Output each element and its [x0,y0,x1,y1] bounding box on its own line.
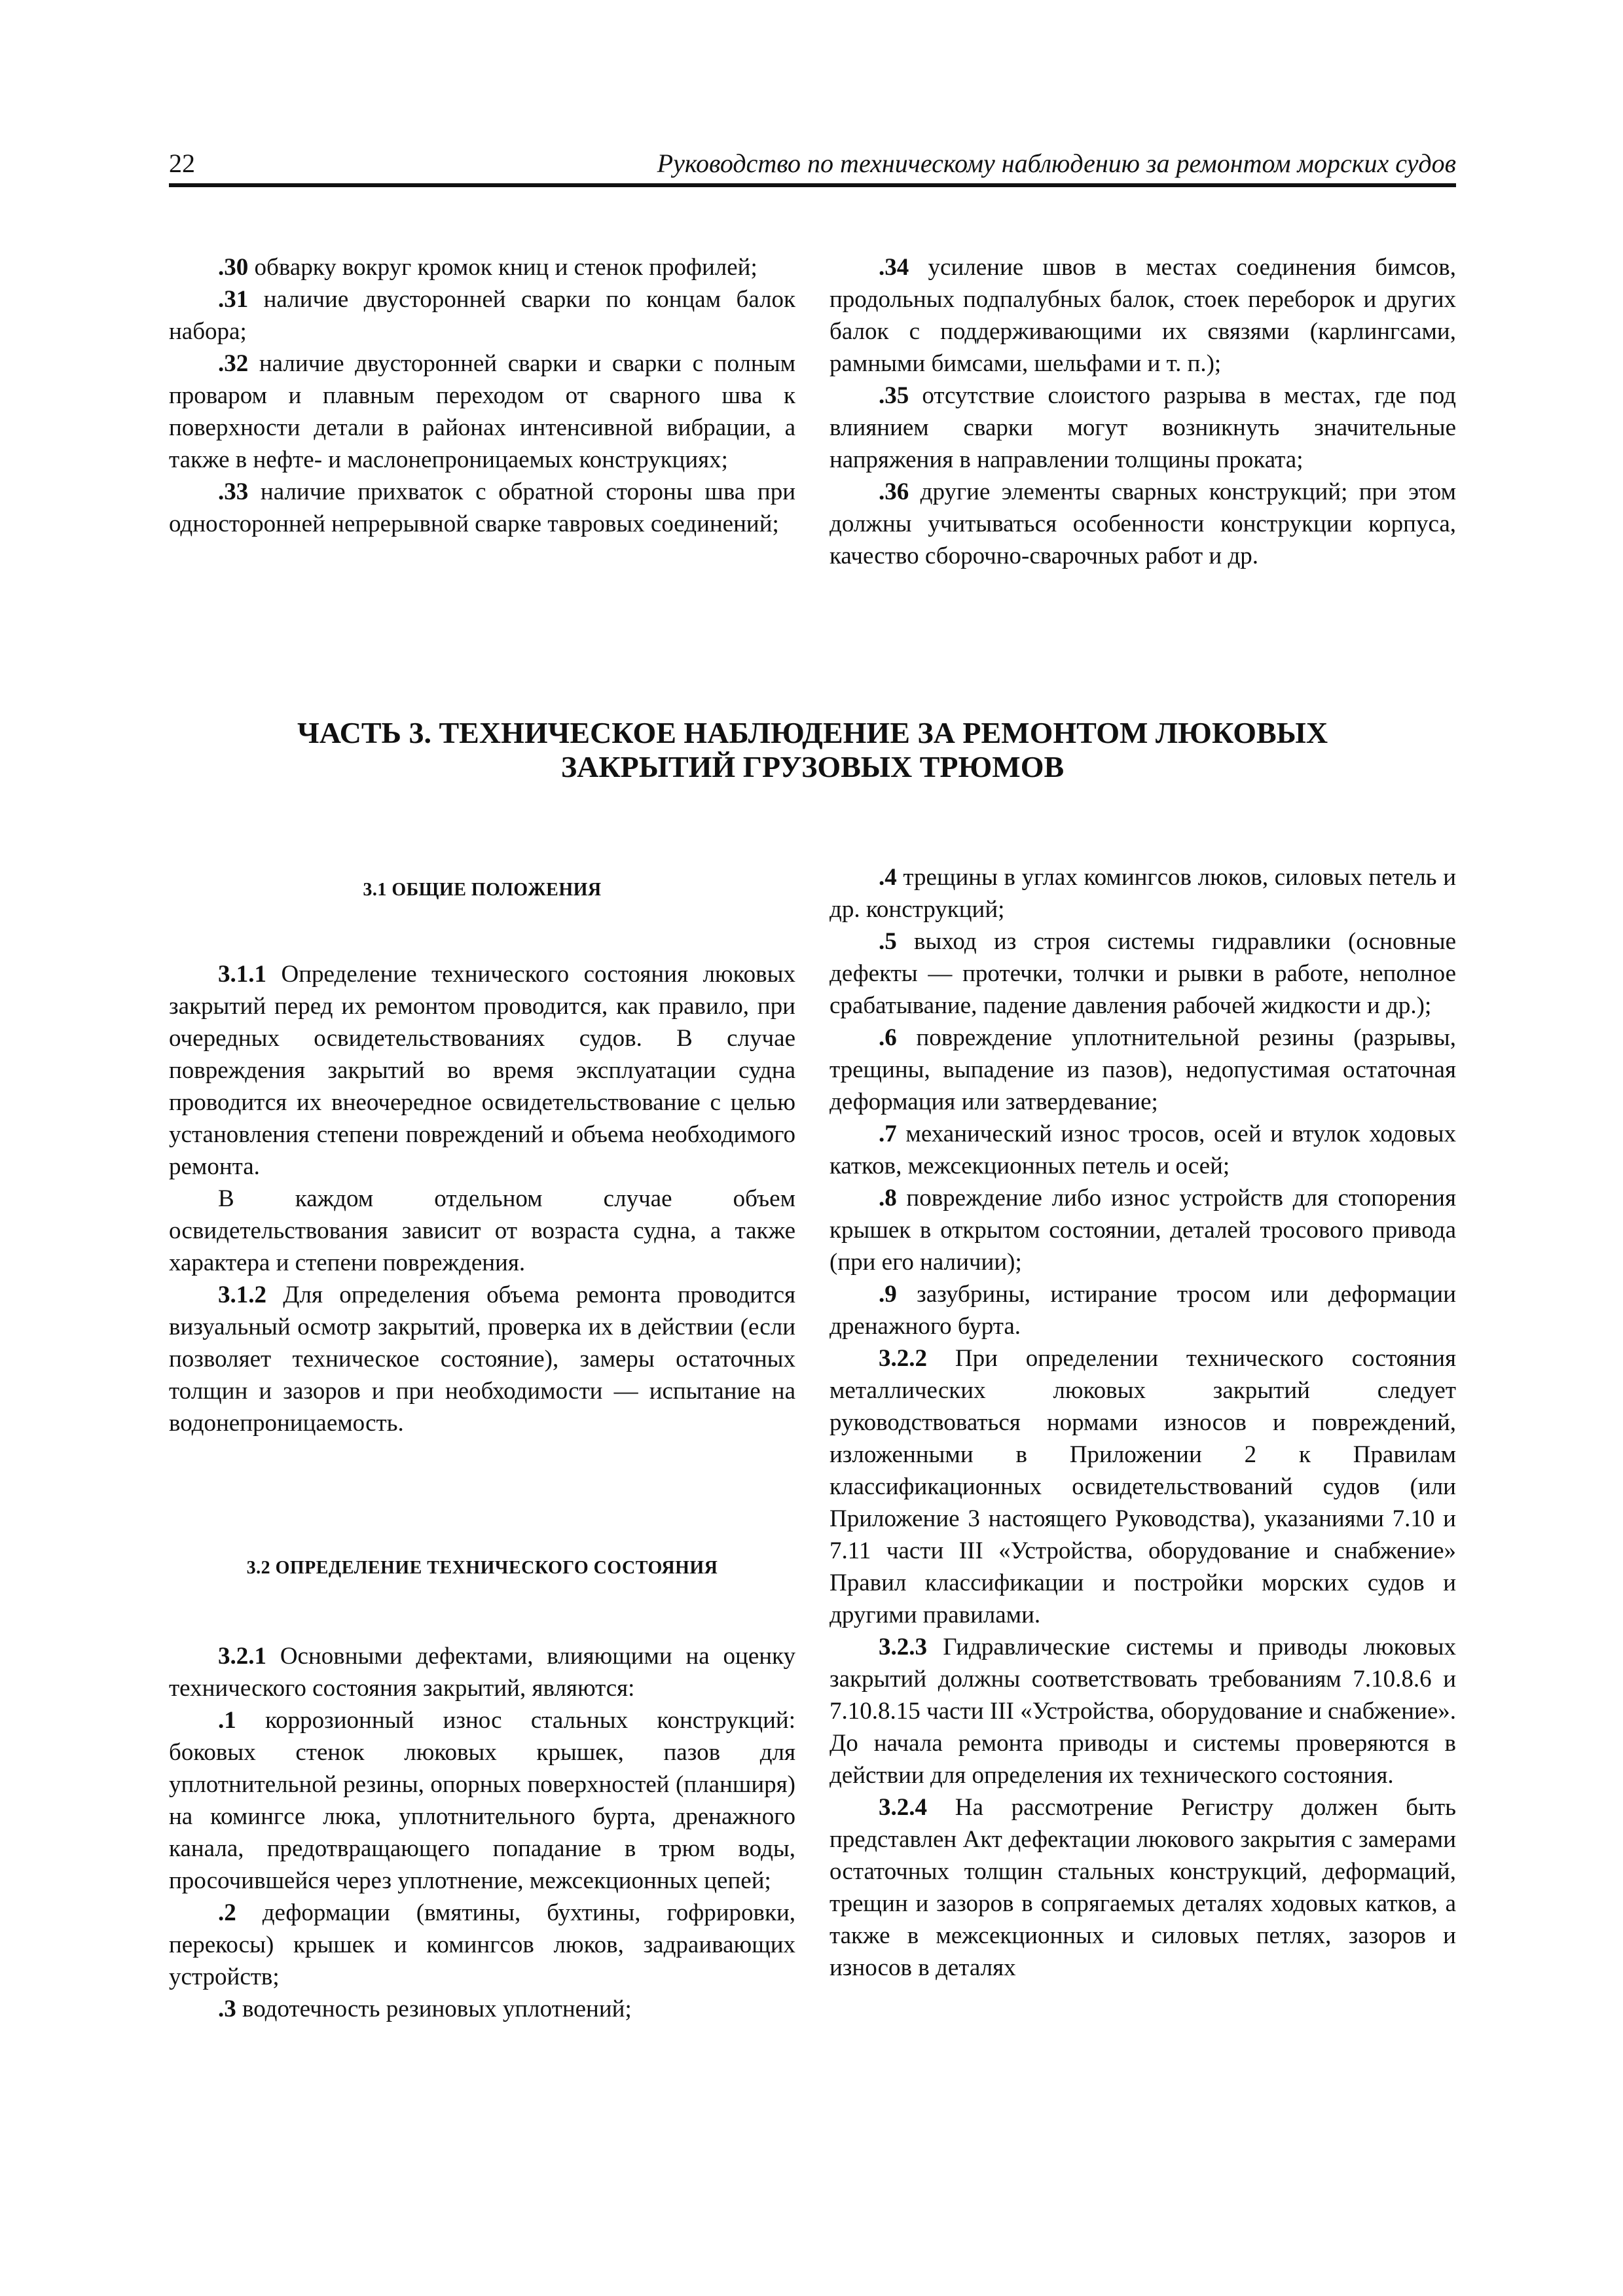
list-item: .34 усиление швов в местах соединения бимсов, продольных подпалубных балок, стоек переборок и других балок с поддерживающими их связями (карлингсами, рамными бимсами, шельфами и т. п.); [830,254,1456,377]
right-column-lower [830,861,1456,1984]
running-title: Руководство по техническому наблюдению за ремонтом морских судов [657,149,1456,178]
paragraph: 3.2.1 Основными дефектами, влияющими на оценку технического состояния закрытий, являются: [169,1643,796,1702]
list-item: .30 обварку вокруг кромок книц и стенок профилей; [218,254,757,281]
list-item: .32 наличие двусторонней сварки и сварки с полным проваром и плавным переходом от сварного шва к поверхности детали в районах интенсивной вибрации, а также в нефте- и маслонепроницаемых конструкциях; [169,350,795,473]
list-item: .33 наличие прихваток с обратной стороны шва при односторонней непрерывной сварке тавровых соединений; [169,478,795,537]
top-right-column [830,251,1456,572]
list-item: .9 зазубрины, истирание тросом или деформации дренажного бурта. [830,1281,1457,1340]
left-column-3-1 [169,958,795,1439]
list-item: .4 трещины в углах комингсов люков, силовых петель и др. конструкций; [830,864,1456,923]
list-item: .7 механический износ тросов, осей и втулок ходовых катков, межсекционных петель и осей; [830,1121,1456,1179]
paragraph: 3.1.2 Для определения объема ремонта проводится визуальный осмотр закрытий, проверка их в действии (если позволяет техническое состояние), замеры остаточных толщин и зазоров и при необходимости — испытание на водонепроницаемость. [169,1282,796,1437]
list-item: .2 деформации (вмятины, бухтины, гофрировки, перекосы) крышек и комингсов люков, задраивающих устройств; [169,1899,795,1990]
left-column-3-2 [169,1640,795,2025]
list-item: .35 отсутствие слоистого разрыва в местах, где под влиянием сварки могут возникнуть значительные напряжения в направлении толщины проката; [830,382,1457,473]
paragraph: 3.2.2 При определении технического состояния металлических люковых закрытий следует руководствоваться нормами износов и повреждений, изложенными в Приложении 2 к Правилам классификационных освидетельствований судов (или Приложение 3 настоящего Руководства), указаниями 7.10 и 7.11 части III «Устройства, оборудование и снабжение» Правил классификации и постройки морских судов и другими правилами. [830,1345,1457,1628]
paragraph: В каждом отдельном случае объем освидетельствования зависит от возраста судна, а также характера и степени повреждения. [169,1185,795,1276]
paragraph: 3.2.4 На рассмотрение Регистру должен быть представлен Акт дефектации люкового закрытия с замерами остаточных толщин стальных конструкций, деформаций, трещин и зазоров в сопрягаемых деталях ходовых катков, а также в межсекционных и силовых петлях, зазоров и износов в деталях [830,1794,1457,1981]
page-number: 22 [169,149,195,178]
list-item: .5 выход из строя системы гидравлики (основные дефекты — протечки, толчки и рывки в работе, неполное срабатывание, падение давления рабочей жидкости и др.); [830,928,1457,1019]
list-item: .1 коррозионный износ стальных конструкций: боковых стенок люковых крышек, пазов для уплотнительной резины, опорных поверхностей (планширя) на комингсе люка, уплотнительного бурта, дренажного канала, предотвращающего попадание в трюм воды, просочившейся через уплотнение, межсекционных цепей; [169,1707,795,1894]
part-title: ЧАСТЬ 3. ТЕХНИЧЕСКОЕ НАБЛЮДЕНИЕ ЗА РЕМОНТОМ ЛЮКОВЫХ ЗАКРЫТИЙ ГРУЗОВЫХ ТРЮМОВ [297,716,1328,783]
list-item: .31 наличие двусторонней сварки по концам балок набора; [169,286,796,345]
page-header [169,145,1456,187]
section-heading-3-1: 3.1 ОБЩИЕ ПОЛОЖЕНИЯ [363,880,602,900]
paragraph: 3.1.1 Определение технического состояния люковых закрытий перед их ремонтом проводится, как правило, при очередных освидетельствованиях судов. В случае повреждения закрытий во время эксплуатации судна проводится их внеочередное освидетельствование с целью установления степени повреждений и объема необходимого ремонта. [169,961,795,1180]
list-item: .36 другие элементы сварных конструкций; при этом должны учитываться особенности конструкции корпуса, качество сборочно-сварочных работ и др. [830,478,1457,569]
list-item: .3 водотечность резиновых уплотнений; [218,1996,632,2022]
list-item: .8 повреждение либо износ устройств для стопорения крышек в открытом состоянии, деталей тросового привода (при его наличии); [830,1185,1457,1276]
section-heading-3-2: 3.2 ОПРЕДЕЛЕНИЕ ТЕХНИЧЕСКОГО СОСТОЯНИЯ [246,1558,718,1578]
list-item: .6 повреждение уплотнительной резины (разрывы, трещины, выпадение из пазов), недопустимая остаточная деформация или затвердевание; [830,1024,1457,1115]
paragraph: 3.2.3 Гидравлические системы и приводы люковых закрытий должны соответствовать требованиям 7.10.8.6 и 7.10.8.15 части III «Устройства, оборудование и снабжение». До начала ремонта приводы и системы проверяются в действии для определения их технического состояния. [830,1634,1457,1789]
top-left-column [169,251,795,540]
